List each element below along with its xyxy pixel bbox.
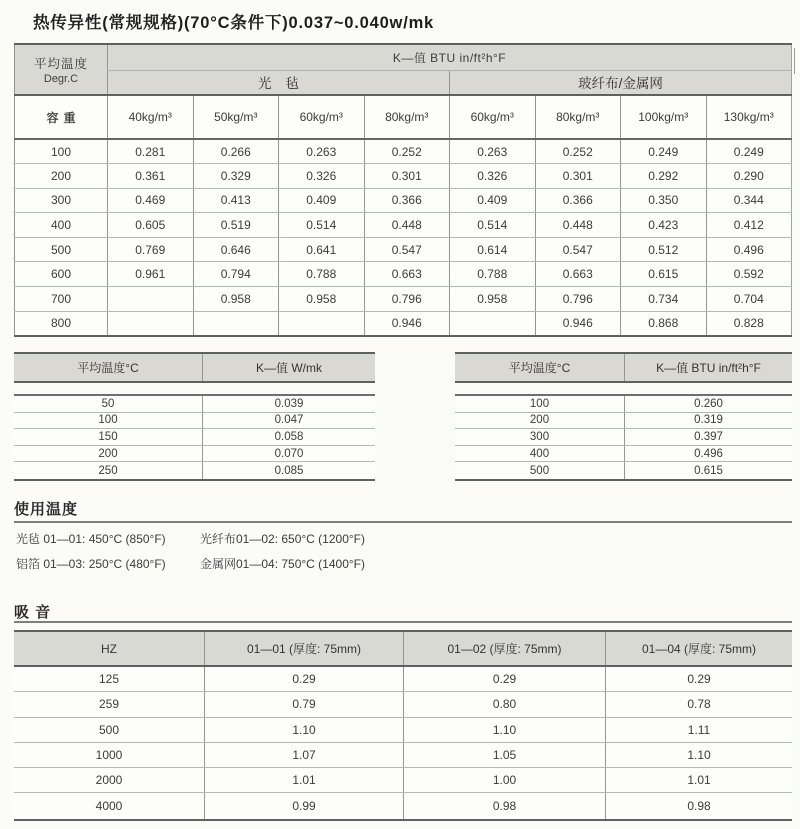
sound-absorption-heading: 吸 音 — [14, 604, 52, 621]
value-cell: 0.329 — [193, 164, 279, 189]
value-cell: 0.958 — [279, 287, 365, 312]
usage-temperature-heading: 使用温度 — [14, 501, 79, 518]
value-cell: 0.98 — [605, 793, 792, 818]
avg-temp-header: 平均温度°C — [455, 354, 625, 381]
value-cell: 0.828 — [706, 311, 792, 336]
value-cell: 1.10 — [403, 718, 605, 742]
density-column: 80kg/m³ — [364, 95, 450, 139]
table-row — [14, 396, 375, 413]
corner-header-line2: Degr.C — [43, 73, 79, 85]
value-cell: 0.252 — [535, 139, 621, 164]
value-cell: 0.366 — [535, 188, 621, 213]
table-row — [14, 743, 792, 768]
value-cell: 0.249 — [706, 139, 792, 164]
table-row — [455, 413, 792, 430]
value-cell: 0.663 — [364, 262, 450, 287]
value-cell: 0.704 — [706, 287, 792, 312]
value-cell: 0.547 — [535, 237, 621, 262]
value-cell: 0.292 — [621, 164, 707, 189]
table-header-row — [455, 352, 792, 383]
col-header-01-01: 01—01 (厚度: 75mm) — [204, 632, 403, 665]
table-row — [15, 262, 792, 287]
value-cell — [279, 311, 365, 336]
value-cell: 0.958 — [450, 287, 536, 312]
value-cell: 1.10 — [605, 743, 792, 767]
usage-item-mesh: 金属网01—04: 750°C (1400°F) — [200, 557, 366, 571]
density-column: 40kg/m³ — [108, 95, 194, 139]
k-value-wmk-table — [14, 352, 375, 481]
table-row — [14, 429, 375, 446]
value-cell: 1.01 — [605, 768, 792, 792]
density-header-row — [15, 95, 792, 139]
value-cell: 0.663 — [535, 262, 621, 287]
page-title: 热传异性(常规规格)(70°C条件下)0.037~0.040w/mk — [33, 14, 435, 32]
usage-line — [16, 530, 365, 547]
value-cell: 0.794 — [193, 262, 279, 287]
value-cell: 0.788 — [450, 262, 536, 287]
temp-cell: 100 — [14, 413, 203, 429]
value-cell: 0.961 — [108, 262, 194, 287]
temp-cell: 700 — [15, 287, 108, 312]
value-cell: 0.519 — [193, 213, 279, 238]
temp-cell: 500 — [455, 462, 625, 479]
value-cell: 0.361 — [108, 164, 194, 189]
hz-cell: 125 — [98, 672, 120, 687]
table-row — [15, 164, 792, 189]
value-cell: 0.263 — [279, 139, 365, 164]
temp-cell: 100 — [15, 139, 108, 164]
heading-underline — [14, 521, 792, 523]
table-row — [15, 287, 792, 312]
value-cell — [108, 311, 194, 336]
value-cell: 0.641 — [279, 237, 365, 262]
hz-cell: 4000 — [95, 799, 123, 814]
value-cell: 0.266 — [193, 139, 279, 164]
temp-cell: 600 — [15, 262, 108, 287]
value-cell: 0.29 — [204, 667, 403, 691]
table-row — [455, 396, 792, 413]
value-cell: 0.78 — [605, 692, 792, 716]
value-cell: 0.260 — [694, 397, 723, 410]
value-cell: 0.29 — [605, 667, 792, 691]
value-cell: 0.958 — [193, 287, 279, 312]
value-cell: 0.263 — [450, 139, 536, 164]
value-cell: 0.946 — [364, 311, 450, 336]
value-cell: 0.99 — [204, 793, 403, 818]
table-row — [455, 429, 792, 446]
hz-cell: 1000 — [95, 748, 123, 763]
temp-cell: 200 — [15, 164, 108, 189]
density-column: 50kg/m³ — [193, 95, 279, 139]
table-row — [14, 718, 792, 743]
table-row — [14, 768, 792, 793]
table-row — [455, 462, 792, 479]
value-cell: 1.05 — [403, 743, 605, 767]
value-cell: 0.796 — [364, 287, 450, 312]
value-cell — [450, 311, 536, 336]
group-header-cloth-mesh: 玻纤布/金属网 — [450, 70, 792, 95]
table-row — [15, 237, 792, 262]
density-column: 80kg/m³ — [535, 95, 621, 139]
value-cell: 0.80 — [403, 692, 605, 716]
sound-absorption-table — [14, 630, 792, 821]
table-header-row — [15, 44, 792, 70]
temp-cell: 800 — [15, 311, 108, 336]
value-cell: 0.290 — [706, 164, 792, 189]
value-cell: 0.769 — [108, 237, 194, 262]
value-cell: 0.547 — [364, 237, 450, 262]
density-column: 100kg/m³ — [621, 95, 707, 139]
temp-cell: 300 — [455, 429, 625, 445]
table-body — [455, 394, 792, 481]
value-cell: 0.946 — [535, 311, 621, 336]
value-cell: 0.469 — [108, 188, 194, 213]
k-value-header: K—值 BTU in/ft²h°F — [108, 44, 792, 70]
value-cell: 0.29 — [403, 667, 605, 691]
value-cell: 0.868 — [621, 311, 707, 336]
table-row — [15, 213, 792, 238]
usage-line — [16, 555, 365, 572]
corner-header-cell — [15, 44, 108, 95]
table-body — [14, 394, 375, 481]
value-cell: 0.366 — [364, 188, 450, 213]
temp-cell: 200 — [14, 446, 203, 462]
hz-cell: 2000 — [95, 773, 123, 788]
table-row — [14, 446, 375, 463]
table-header-row — [14, 630, 792, 667]
value-cell: 0.344 — [706, 188, 792, 213]
value-cell: 0.796 — [535, 287, 621, 312]
table-row — [15, 311, 792, 336]
k-value-header: K—值 BTU in/ft²h°F — [656, 361, 761, 375]
table-row — [14, 793, 792, 818]
value-cell: 0.085 — [274, 464, 304, 477]
value-cell: 0.592 — [706, 262, 792, 287]
group-header-felt: 光毡 — [108, 70, 450, 95]
usage-item-felt: 光毡 01—01: 450°C (850°F) — [16, 532, 166, 546]
value-cell: 0.412 — [706, 213, 792, 238]
value-cell: 0.281 — [108, 139, 194, 164]
temp-cell: 400 — [455, 446, 625, 462]
hz-cell: 500 — [98, 722, 120, 737]
value-cell: 0.512 — [621, 237, 707, 262]
value-cell: 1.07 — [204, 743, 403, 767]
corner-header-line1: 平均温度 — [33, 57, 88, 71]
value-cell: 0.615 — [621, 262, 707, 287]
table-row — [14, 667, 792, 692]
temp-cell: 100 — [455, 396, 625, 412]
density-column: 130kg/m³ — [706, 95, 792, 139]
value-cell: 1.10 — [204, 718, 403, 742]
value-cell: 0.496 — [694, 447, 723, 460]
value-cell: 0.326 — [450, 164, 536, 189]
table-row — [15, 188, 792, 213]
value-cell: 0.039 — [274, 397, 304, 410]
col-header-01-04: 01—04 (厚度: 75mm) — [605, 632, 792, 665]
table-body — [14, 667, 792, 821]
value-cell: 0.646 — [193, 237, 279, 262]
k-value-btu-table — [455, 352, 792, 481]
value-cell: 0.058 — [274, 430, 304, 443]
temp-cell: 200 — [455, 413, 625, 429]
density-column: 60kg/m³ — [279, 95, 365, 139]
value-cell: 1.00 — [403, 768, 605, 792]
table-row — [14, 413, 375, 430]
k-value-header: K—值 W/mk — [256, 361, 322, 375]
value-cell: 0.448 — [364, 213, 450, 238]
table-row — [14, 462, 375, 479]
value-cell: 0.413 — [193, 188, 279, 213]
value-cell: 0.734 — [621, 287, 707, 312]
value-cell: 0.350 — [621, 188, 707, 213]
temp-cell: 500 — [15, 237, 108, 262]
value-cell: 0.614 — [450, 237, 536, 262]
hz-header: HZ — [101, 641, 117, 656]
value-cell — [193, 311, 279, 336]
value-cell: 0.252 — [364, 139, 450, 164]
value-cell: 0.409 — [279, 188, 365, 213]
value-cell: 0.070 — [274, 447, 304, 460]
value-cell: 0.496 — [706, 237, 792, 262]
value-cell: 0.397 — [694, 430, 723, 443]
temp-cell: 250 — [14, 462, 203, 479]
value-cell: 0.605 — [108, 213, 194, 238]
temp-cell: 300 — [15, 188, 108, 213]
value-cell: 0.615 — [694, 464, 723, 477]
value-cell: 1.11 — [605, 718, 792, 742]
density-column: 60kg/m³ — [450, 95, 536, 139]
thermal-conductivity-table — [14, 43, 792, 337]
table-header-row — [14, 352, 375, 383]
usage-item-foil: 铝箔 01—03: 250°C (480°F) — [16, 557, 166, 571]
value-cell: 1.01 — [204, 768, 403, 792]
value-cell: 0.319 — [694, 414, 723, 427]
value-cell: 0.409 — [450, 188, 536, 213]
avg-temp-header: 平均温度°C — [14, 354, 203, 381]
value-cell — [108, 287, 194, 312]
table-group-header-row — [15, 70, 792, 95]
col-header-01-02: 01—02 (厚度: 75mm) — [403, 632, 605, 665]
density-label: 容重 — [15, 95, 108, 139]
table-row — [15, 139, 792, 164]
value-cell: 0.448 — [535, 213, 621, 238]
value-cell: 0.788 — [279, 262, 365, 287]
usage-item-cloth: 光纤布01—02: 650°C (1200°F) — [200, 532, 366, 546]
value-cell: 0.047 — [274, 414, 304, 427]
value-cell: 0.423 — [621, 213, 707, 238]
value-cell: 0.326 — [279, 164, 365, 189]
page-edge-artifact — [794, 48, 795, 74]
value-cell: 0.249 — [621, 139, 707, 164]
table-row — [455, 446, 792, 463]
value-cell: 0.301 — [364, 164, 450, 189]
temp-cell: 50 — [14, 396, 203, 412]
value-cell: 0.98 — [403, 793, 605, 818]
value-cell: 0.514 — [450, 213, 536, 238]
temp-cell: 150 — [14, 429, 203, 445]
value-cell: 0.79 — [204, 692, 403, 716]
value-cell: 0.301 — [535, 164, 621, 189]
hz-cell: 259 — [98, 697, 120, 712]
temp-cell: 400 — [15, 213, 108, 238]
table-row — [14, 692, 792, 717]
value-cell: 0.514 — [279, 213, 365, 238]
heading-underline — [14, 621, 792, 623]
